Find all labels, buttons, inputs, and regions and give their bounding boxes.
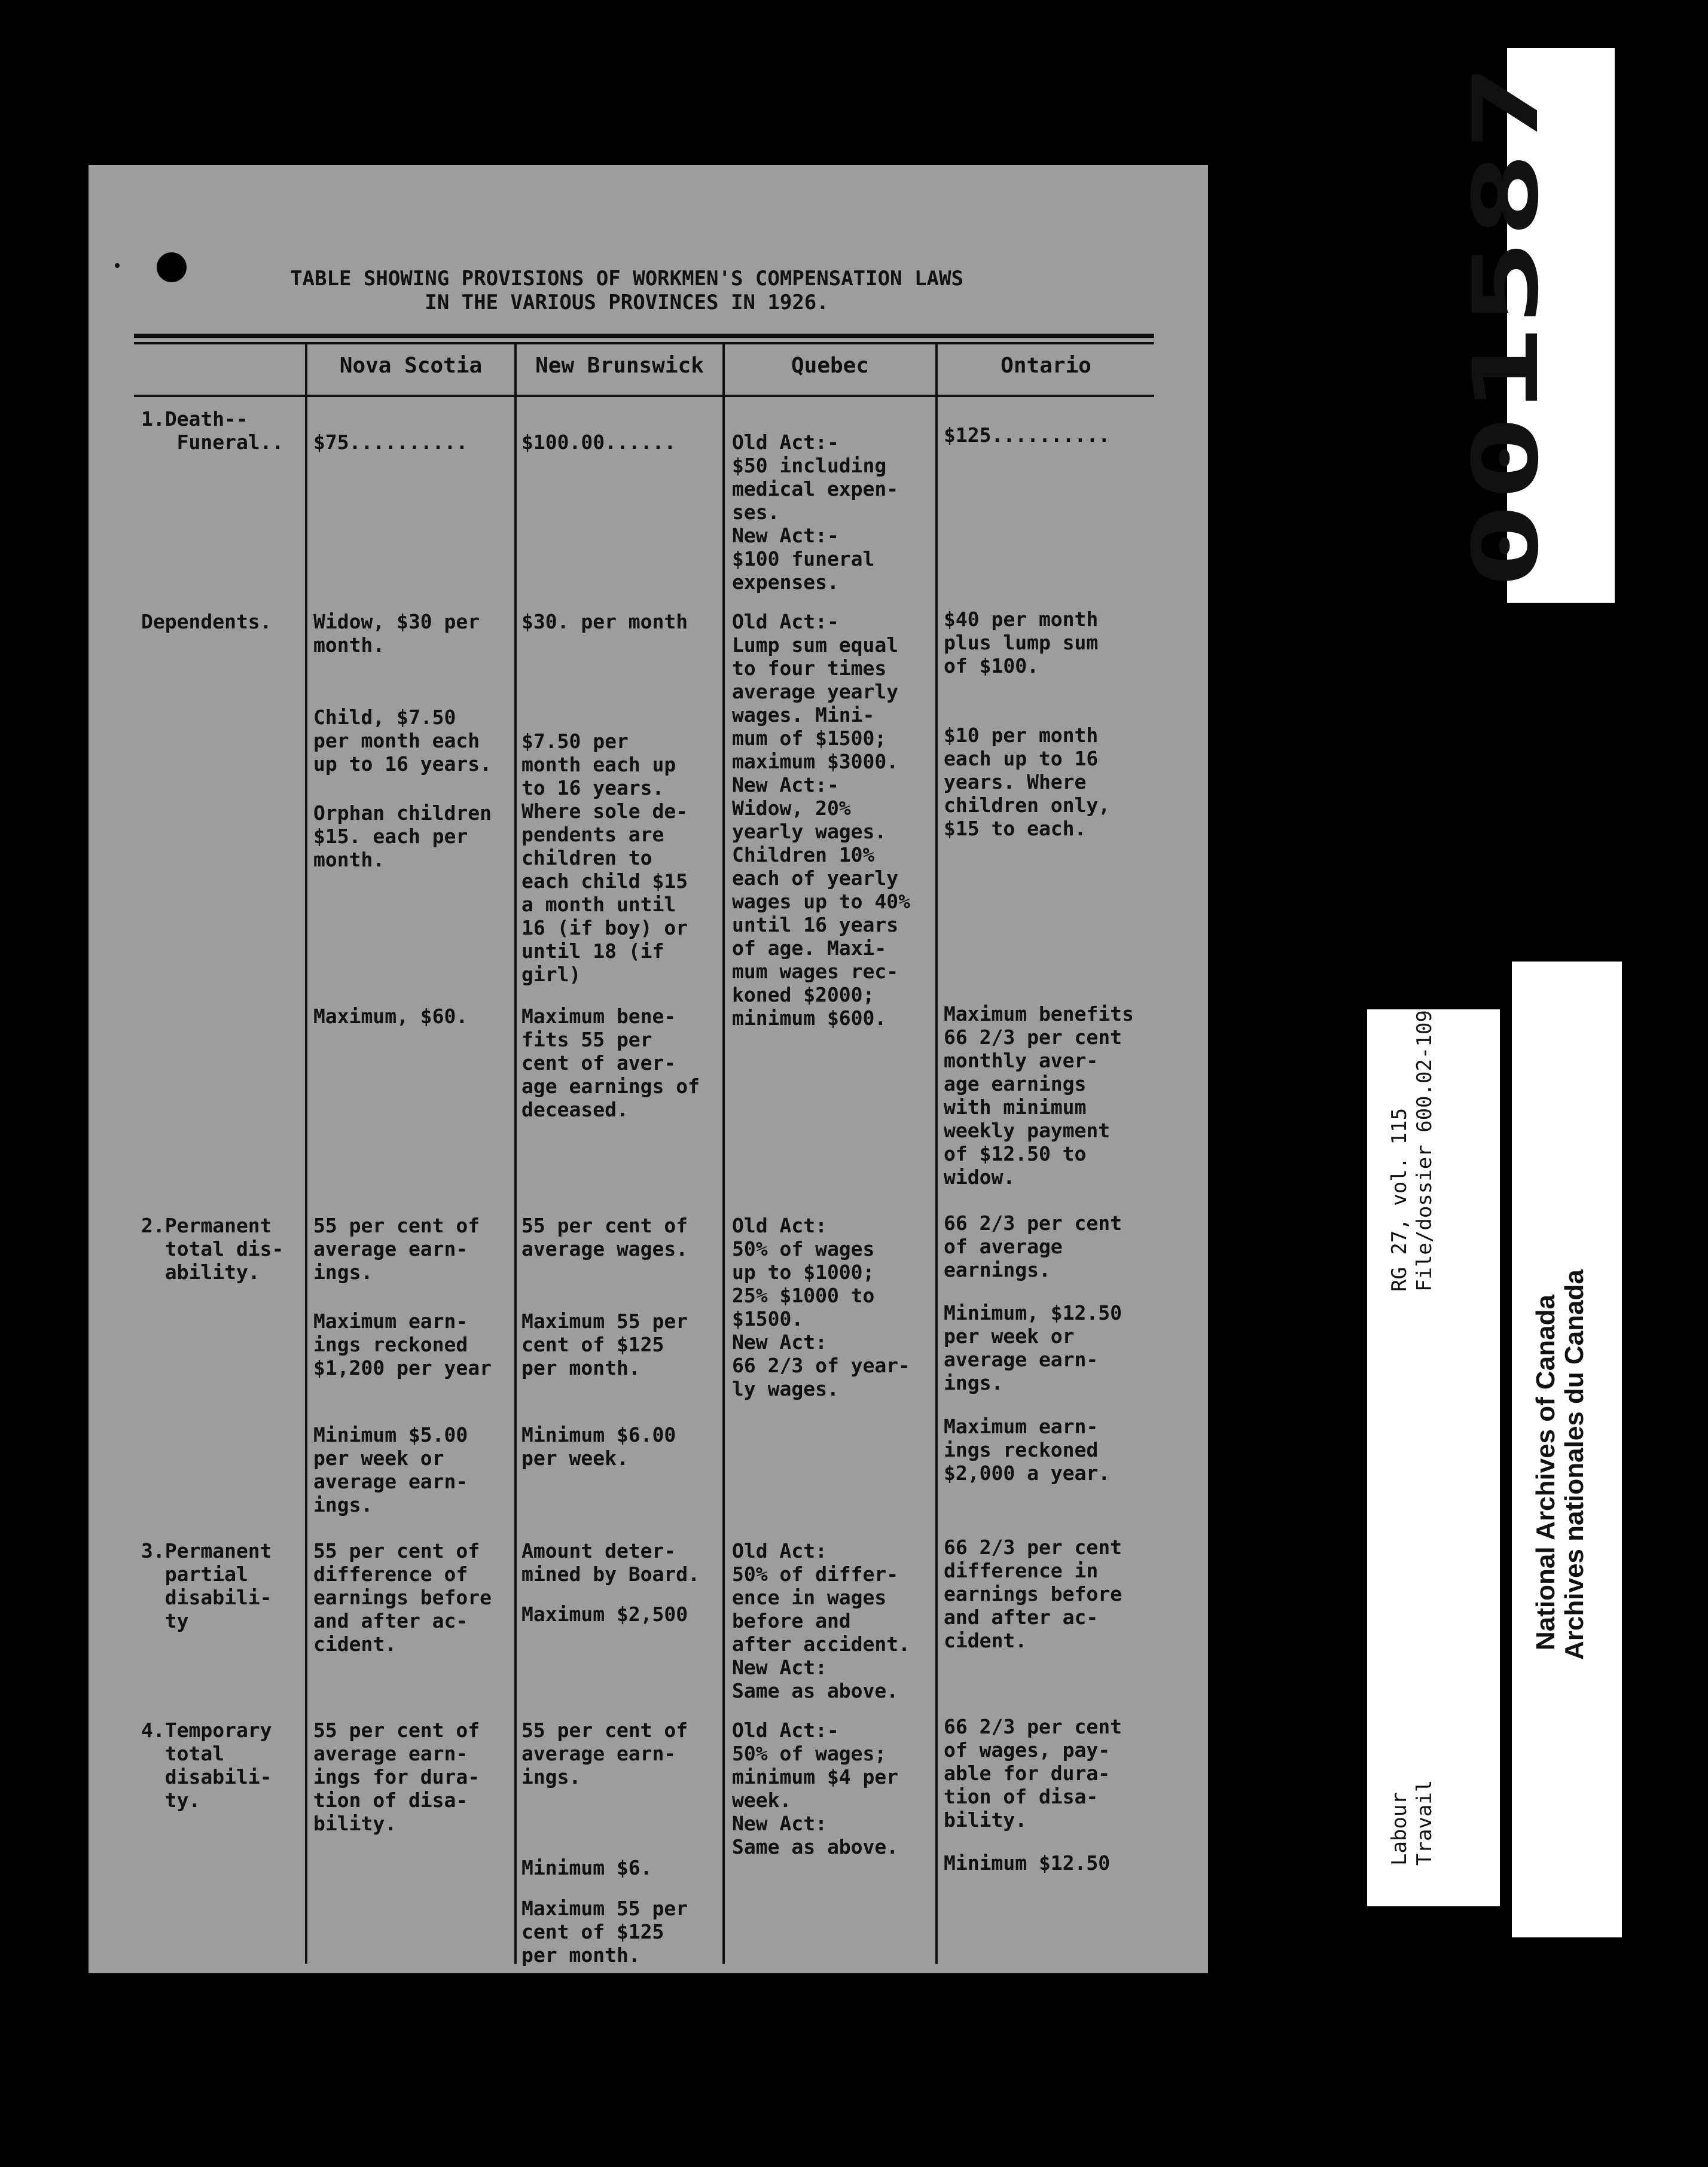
department-french: Travail bbox=[1413, 1780, 1436, 1866]
cell-dependents-nova-scotia-widow: Widow, $30 per month. bbox=[313, 610, 480, 657]
column-divider bbox=[935, 342, 938, 1964]
title-line-1: TABLE SHOWING PROVISIONS OF WORKMEN'S COMPENSATION LAWS bbox=[290, 267, 963, 291]
cell-dependents-nova-scotia-orphan: Orphan children $15. each per month. bbox=[313, 801, 492, 871]
cell-permanent-partial-quebec: Old Act: 50% of differ- ence in wages before and after accident. New Act: Same as above. bbox=[732, 1539, 911, 1702]
cell-permanent-total-ontario-maximum: Maximum earn- ings reckoned $2,000 a year. bbox=[944, 1415, 1111, 1485]
cell-permanent-total-new-brunswick-maximum: Maximum 55 per cent of $125 per month. bbox=[521, 1310, 688, 1379]
row-label-permanent-partial: 3.Permanent partial disabili- ty bbox=[141, 1539, 272, 1632]
cell-permanent-total-quebec: Old Act: 50% of wages up to $1000; 25% $1000 to $1500. New Act: 66 2/3 of year- ly wages. bbox=[732, 1214, 911, 1400]
dust-speck bbox=[115, 263, 120, 268]
column-divider bbox=[514, 342, 517, 1964]
cell-temporary-total-quebec: Old Act:- 50% of wages; minimum $4 per week. New Act: Same as above. bbox=[732, 1719, 899, 1858]
cell-temporary-total-nova-scotia: 55 per cent of average earn- ings for dura- tion of disa- bility. bbox=[313, 1719, 480, 1835]
column-header-nova-scotia: Nova Scotia bbox=[339, 353, 483, 378]
row-label-permanent-total: 2.Permanent total dis- ability. bbox=[141, 1214, 284, 1284]
cell-permanent-total-nova-scotia-minimum: Minimum $5.00 per week or average earn- ings. bbox=[313, 1423, 468, 1516]
cell-permanent-total-new-brunswick: 55 per cent of average wages. bbox=[521, 1214, 688, 1260]
archives-name-english: National Archives of Canada bbox=[1531, 1295, 1560, 1650]
department-english: Labour bbox=[1387, 1792, 1411, 1866]
cell-funeral-new-brunswick: $100.00...... bbox=[521, 431, 676, 454]
cell-permanent-total-ontario: 66 2/3 per cent of average earnings. bbox=[944, 1211, 1123, 1281]
row-label-dependents: Dependents. bbox=[141, 610, 272, 633]
cell-funeral-quebec: Old Act:- $50 including medical expen- ses. New Act:- $100 funeral expenses. bbox=[732, 431, 899, 594]
row-label-funeral: 1.Death-- Funeral.. bbox=[141, 407, 284, 454]
cell-permanent-partial-new-brunswick-maximum: Maximum $2,500 bbox=[521, 1603, 688, 1626]
cell-dependents-ontario-maximum: Maximum benefits 66 2/3 per cent monthly aver- age earnings with minimum weekly payment of $12.50 to widow. bbox=[944, 1002, 1134, 1189]
cell-temporary-total-ontario: 66 2/3 per cent of wages, pay- able for dura- tion of disa- bility. bbox=[944, 1715, 1123, 1832]
frame-number bbox=[1454, 57, 1609, 596]
document-title bbox=[238, 267, 1015, 315]
cell-dependents-nova-scotia-maximum: Maximum, $60. bbox=[313, 1005, 468, 1028]
cell-dependents-new-brunswick-maximum: Maximum bene- fits 55 per cent of aver- age earnings of deceased. bbox=[521, 1005, 700, 1121]
reference-record-group: RG 27, vol. 115 bbox=[1387, 1107, 1411, 1292]
archives-name-french: Archives nationales du Canada bbox=[1560, 1269, 1589, 1660]
cell-permanent-partial-ontario: 66 2/3 per cent difference in earnings before and after ac- cident. bbox=[944, 1536, 1123, 1652]
cell-permanent-partial-new-brunswick: Amount deter- mined by Board. bbox=[521, 1539, 700, 1586]
cell-dependents-nova-scotia-child: Child, $7.50 per month each up to 16 years. bbox=[313, 706, 492, 776]
header-rule bbox=[134, 395, 1154, 397]
title-line-2: IN THE VARIOUS PROVINCES IN 1926. bbox=[425, 291, 829, 315]
cell-permanent-total-nova-scotia-maximum: Maximum earn- ings reckoned $1,200 per year bbox=[313, 1310, 492, 1379]
cell-dependents-quebec: Old Act:- Lump sum equal to four times average yearly wages. Mini- mum of $1500; maximum $3000. New Act:- Widow, 20% yearly wages. Children 10% each of yearly wages up to 40% until 16 years of age. Maxi- mum wages rec- koned $2000; minimum $600. bbox=[732, 610, 911, 1030]
column-divider bbox=[305, 342, 307, 1964]
punch-hole bbox=[157, 252, 187, 282]
frame-number-text: 001587 bbox=[1454, 265, 1558, 590]
cell-permanent-total-new-brunswick-minimum: Minimum $6.00 per week. bbox=[521, 1423, 676, 1470]
cell-temporary-total-new-brunswick: 55 per cent of average earn- ings. bbox=[521, 1719, 688, 1788]
cell-temporary-total-new-brunswick-maximum: Maximum 55 per cent of $125 per month. bbox=[521, 1897, 688, 1967]
cell-permanent-total-nova-scotia: 55 per cent of average earn- ings. bbox=[313, 1214, 480, 1284]
column-header-new-brunswick: New Brunswick bbox=[535, 353, 704, 378]
cell-permanent-partial-nova-scotia: 55 per cent of difference of earnings before and after ac- cident. bbox=[313, 1539, 492, 1656]
cell-dependents-new-brunswick-widow: $30. per month bbox=[521, 610, 688, 633]
column-header-quebec: Quebec bbox=[791, 353, 870, 378]
cell-dependents-ontario-child: $10 per month each up to 16 years. Where children only, $15 to each. bbox=[944, 724, 1111, 840]
cell-funeral-nova-scotia: $75.......... bbox=[313, 431, 468, 454]
cell-dependents-ontario-widow: $40 per month plus lump sum of $100. bbox=[944, 608, 1099, 677]
column-divider bbox=[722, 342, 725, 1964]
cell-temporary-total-ontario-minimum: Minimum $12.50 bbox=[944, 1851, 1111, 1875]
table-top-rule-inner bbox=[134, 342, 1154, 344]
reference-file: File/dossier 600.02-109 bbox=[1413, 1010, 1436, 1292]
scanned-document-sheet bbox=[89, 165, 1208, 1973]
row-label-temporary-total: 4.Temporary total disabili- ty. bbox=[141, 1719, 272, 1812]
column-header-ontario: Ontario bbox=[1001, 353, 1091, 378]
cell-dependents-new-brunswick-child: $7.50 per month each up to 16 years. Where sole de- pendents are children to each child $15 a month until 16 (if boy) or until 18 (if girl) bbox=[521, 730, 688, 986]
cell-permanent-total-ontario-minimum: Minimum, $12.50 per week or average earn- ings. bbox=[944, 1301, 1123, 1394]
table-top-rule bbox=[134, 334, 1154, 338]
cell-funeral-ontario: $125.......... bbox=[944, 423, 1111, 447]
cell-temporary-total-new-brunswick-minimum: Minimum $6. bbox=[521, 1856, 652, 1879]
